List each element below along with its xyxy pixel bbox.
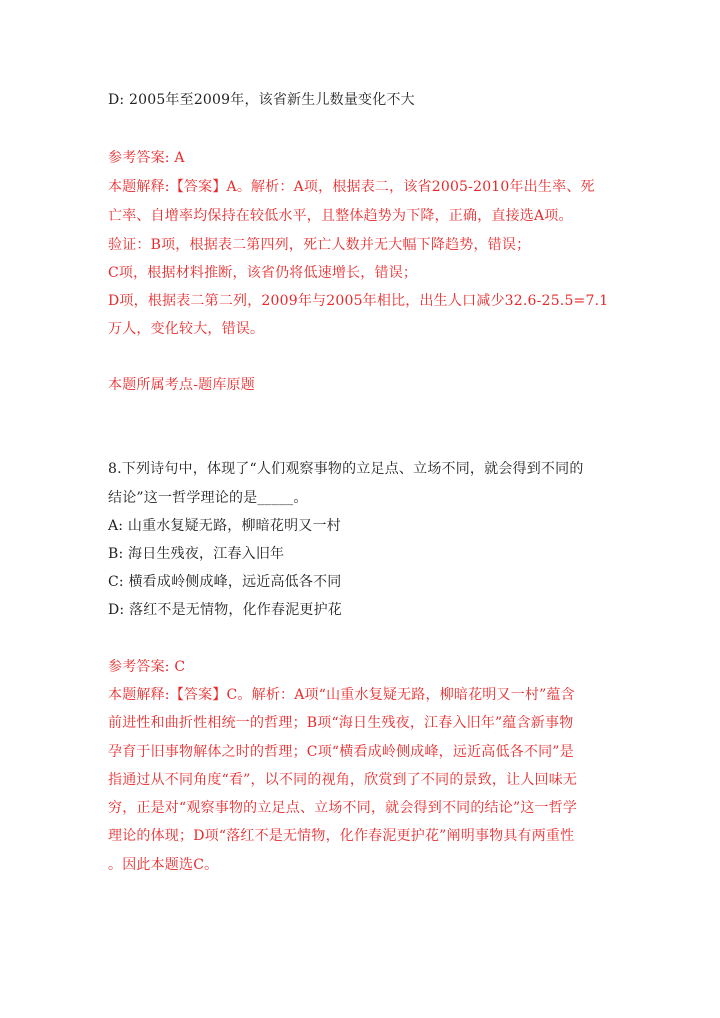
q8-option-c: C: 横看成岭侧成峰，远近高低各不同 bbox=[108, 574, 342, 590]
q8-stem-line: 结论”这一哲学理论的是_____。 bbox=[108, 490, 308, 506]
q7-explanation-line: 亡率、自增率均保持在较低水平，且整体趋势为下降，正确，直接选A项。 bbox=[108, 208, 573, 224]
q7-explanation-line: C项，根据材料推断，该省仍将低速增长，错误； bbox=[108, 265, 418, 281]
q7-explanation-line: 本题解释:【答案】A。解析：A项，根据表二，该省2005-2010年出生率、死 bbox=[108, 179, 595, 195]
q7-explanation-line: 验证：B项，根据表二第四列，死亡人数并无大幅下降趋势，错误； bbox=[108, 237, 531, 253]
q7-explanation-line: D项，根据表二第二列，2009年与2005年相比，出生人口减少32.6-25.5=7.1 bbox=[108, 293, 609, 309]
q8-stem-line: 8.下列诗句中，体现了“人们观察事物的立足点、立场不同，就会得到不同的 bbox=[108, 461, 584, 477]
q7-explanation-line: 万人，变化较大，错误。 bbox=[108, 321, 265, 337]
q7-option-d: D: 2005年至2009年，该省新生儿数量变化不大 bbox=[108, 92, 415, 108]
q8-explanation-line: 穷，正是对“观察事物的立足点、立场不同，就会得到不同的结论”这一哲学 bbox=[108, 800, 578, 816]
q8-explanation-line: 本题解释:【答案】C。解析：A项“山重水复疑无路，柳暗花明又一村”蕴含 bbox=[108, 687, 575, 703]
q8-explanation-line: 指通过从不同角度“看”，以不同的视角，欣赏到了不同的景致，让人回味无 bbox=[108, 772, 578, 788]
q8-explanation-line: 前进性和曲折性相统一的哲理；B项“海日生残夜，江春入旧年”蕴含新事物 bbox=[108, 715, 574, 731]
q8-explanation-line: 理论的体现；D项“落红不是无情物，化作春泥更护花”阐明事物具有两重性 bbox=[108, 828, 575, 844]
q8-option-a: A: 山重水复疑无路，柳暗花明又一村 bbox=[108, 518, 341, 534]
q8-explanation-line: 孕育于旧事物解体之时的哲理；C项“横看成岭侧成峰，远近高低各不同”是 bbox=[108, 744, 574, 760]
q8-answer: 参考答案: C bbox=[108, 659, 186, 675]
q7-answer: 参考答案: A bbox=[108, 150, 185, 166]
q8-option-b: B: 海日生残夜，江春入旧年 bbox=[108, 546, 285, 562]
q7-source: 本题所属考点-题库原题 bbox=[108, 377, 255, 393]
q8-option-d: D: 落红不是无情物，化作春泥更护花 bbox=[108, 602, 342, 618]
q8-explanation-line: 。因此本题选C。 bbox=[108, 857, 219, 873]
